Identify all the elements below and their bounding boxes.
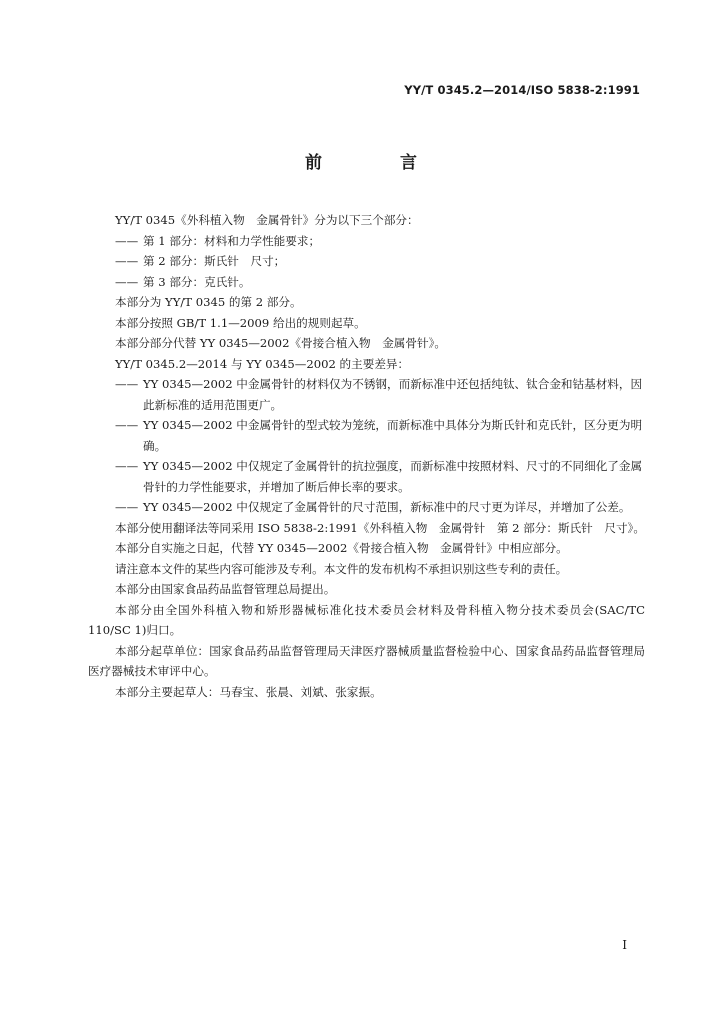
dash-marker: —— xyxy=(115,233,139,248)
list-item-text: 第 3 部分：克氏针。 xyxy=(143,274,251,289)
paragraph: YY/T 0345.2—2014 与 YY 0345—2002 的主要差异： xyxy=(115,356,410,371)
paragraph: 本部分主要起草人：马春宝、张晨、刘斌、张家振。 xyxy=(115,684,382,699)
list-item xyxy=(115,374,645,415)
dash-marker: —— xyxy=(115,418,139,432)
paragraph: 本部分按照 GB/T 1.1—2009 给出的规则起草。 xyxy=(115,315,366,330)
paragraph: 本部分由国家食品药品监督管理总局提出。 xyxy=(115,582,336,596)
list-item xyxy=(115,456,645,497)
paragraph: 本部分自实施之日起，代替 YY 0345—2002《骨接合植入物 金属骨针》中相应部分。 xyxy=(115,541,568,555)
list-item-text: YY 0345—2002 中金属骨针的型式较为笼统，而新标准中具体分为斯氏针和克氏针，区分更为明确。 xyxy=(143,418,643,453)
list-item xyxy=(115,251,645,272)
list-item-text: YY 0345—2002 中金属骨针的材料仅为不锈钢，而新标准中还包括纯钛、钛合金和钴基材料，因此新标准的适用范围更广。 xyxy=(143,377,643,412)
list-item-text: YY 0345—2002 中仅规定了金属骨针的抗拉强度，而新标准中按照材料、尺寸的不同细化了金属骨针的力学性能要求，并增加了断后伸长率的要求。 xyxy=(143,459,643,494)
list-item xyxy=(115,231,645,252)
list-item xyxy=(115,272,645,293)
list-item-text: 第 2 部分：斯氏针 尺寸； xyxy=(143,254,286,268)
paragraph: 本部分由全国外科植入物和矫形器械标准化技术委员会材料及骨科植入物分技术委员会(SAC/TC 110/SC 1)归口。 xyxy=(88,602,645,637)
dash-marker: —— xyxy=(115,254,139,268)
paragraph: 请注意本文件的某些内容可能涉及专利。本文件的发布机构不承担识别这些专利的责任。 xyxy=(115,561,568,576)
list-item-text: YY 0345—2002 中仅规定了金属骨针的尺寸范围，新标准中的尺寸更为详尽，并增加了公差。 xyxy=(143,500,631,514)
list-item xyxy=(115,497,645,518)
paragraph: 本部分部分代替 YY 0345—2002《骨接合植入物 金属骨针》。 xyxy=(115,336,446,350)
paragraph: 本部分为 YY/T 0345 的第 2 部分。 xyxy=(115,295,302,309)
paragraph: YY/T 0345《外科植入物 金属骨针》分为以下三个部分： xyxy=(115,213,419,227)
page-number: I xyxy=(622,938,627,952)
dash-marker: —— xyxy=(115,377,139,391)
dash-marker: —— xyxy=(115,274,139,289)
list-item-text: 第 1 部分：材料和力学性能要求； xyxy=(143,233,321,248)
paragraph: 本部分起草单位：国家食品药品监督管理局天津医疗器械质量监督检验中心、国家食品药品监督管理局医疗器械技术审评中心。 xyxy=(88,643,645,678)
standard-code: YY/T 0345.2—2014/ISO 5838-2:1991 xyxy=(404,83,640,97)
dash-marker: —— xyxy=(115,500,139,514)
page-title: 前 言 xyxy=(305,153,453,173)
document-body xyxy=(88,210,645,702)
paragraph: 本部分使用翻译法等同采用 ISO 5838-2:1991《外科植入物 金属骨针 第 2 部分：斯氏针 尺寸》。 xyxy=(115,520,645,535)
dash-marker: —— xyxy=(115,459,139,473)
list-item xyxy=(115,415,645,456)
